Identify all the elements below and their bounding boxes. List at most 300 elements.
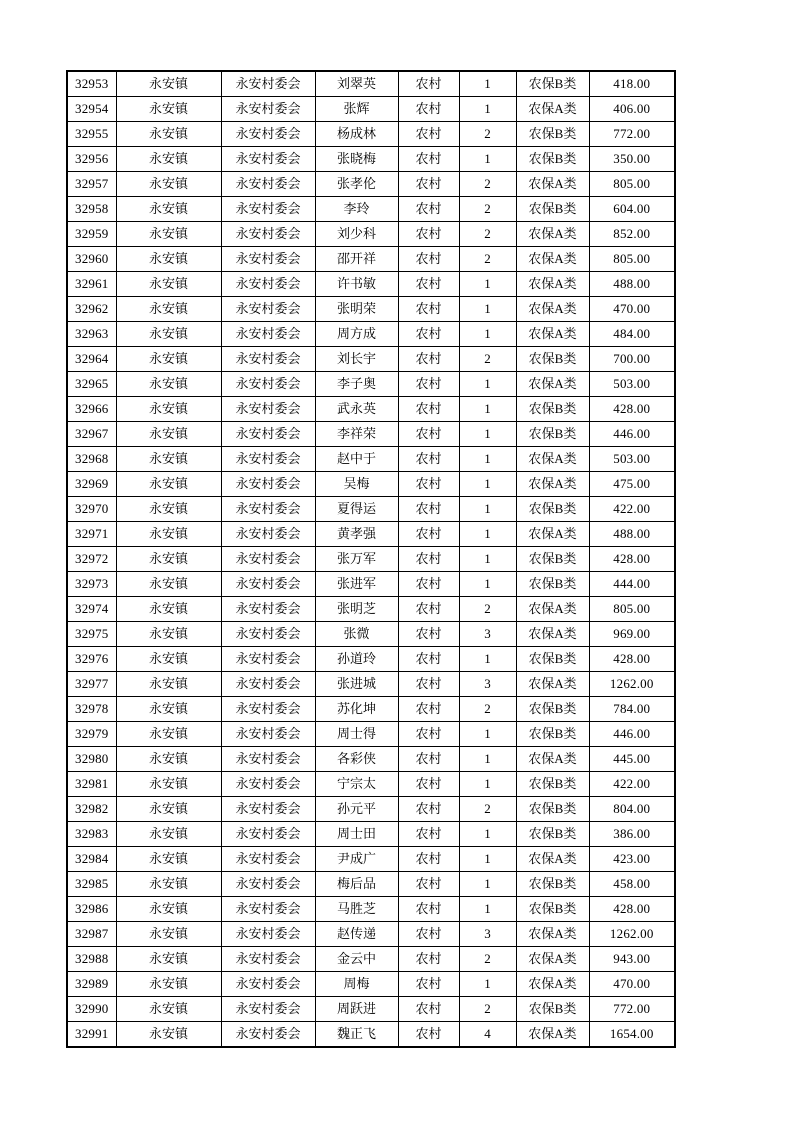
cell-village_committee: 永安村委会 bbox=[221, 97, 315, 122]
cell-village_committee: 永安村委会 bbox=[221, 372, 315, 397]
cell-record_id: 32985 bbox=[67, 872, 116, 897]
cell-residence_type: 农村 bbox=[398, 997, 459, 1022]
cell-record_id: 32975 bbox=[67, 622, 116, 647]
cell-village_committee: 永安村委会 bbox=[221, 297, 315, 322]
table-row bbox=[67, 922, 675, 947]
cell-record_id: 32987 bbox=[67, 922, 116, 947]
cell-person_count: 1 bbox=[459, 422, 516, 447]
cell-amount: 422.00 bbox=[589, 497, 675, 522]
cell-town: 永安镇 bbox=[116, 122, 221, 147]
cell-town: 永安镇 bbox=[116, 172, 221, 197]
cell-town: 永安镇 bbox=[116, 322, 221, 347]
cell-person_count: 2 bbox=[459, 697, 516, 722]
cell-village_committee: 永安村委会 bbox=[221, 897, 315, 922]
cell-amount: 446.00 bbox=[589, 422, 675, 447]
table-row bbox=[67, 847, 675, 872]
cell-residence_type: 农村 bbox=[398, 897, 459, 922]
cell-insurance_category: 农保A类 bbox=[516, 322, 589, 347]
cell-person_name: 周士得 bbox=[315, 722, 398, 747]
cell-person_name: 张微 bbox=[315, 622, 398, 647]
cell-person_count: 4 bbox=[459, 1022, 516, 1048]
cell-record_id: 32967 bbox=[67, 422, 116, 447]
cell-insurance_category: 农保A类 bbox=[516, 747, 589, 772]
cell-amount: 470.00 bbox=[589, 297, 675, 322]
cell-town: 永安镇 bbox=[116, 622, 221, 647]
cell-person_name: 张晓梅 bbox=[315, 147, 398, 172]
cell-person_name: 赵传递 bbox=[315, 922, 398, 947]
cell-residence_type: 农村 bbox=[398, 872, 459, 897]
cell-amount: 969.00 bbox=[589, 622, 675, 647]
cell-amount: 700.00 bbox=[589, 347, 675, 372]
table-row bbox=[67, 722, 675, 747]
table-row bbox=[67, 1022, 675, 1048]
cell-record_id: 32966 bbox=[67, 397, 116, 422]
cell-amount: 503.00 bbox=[589, 372, 675, 397]
cell-insurance_category: 农保A类 bbox=[516, 97, 589, 122]
cell-residence_type: 农村 bbox=[398, 147, 459, 172]
cell-person_name: 李玲 bbox=[315, 197, 398, 222]
table-row bbox=[67, 622, 675, 647]
cell-town: 永安镇 bbox=[116, 872, 221, 897]
cell-insurance_category: 农保B类 bbox=[516, 572, 589, 597]
cell-village_committee: 永安村委会 bbox=[221, 747, 315, 772]
cell-person_name: 黄孝强 bbox=[315, 522, 398, 547]
cell-residence_type: 农村 bbox=[398, 747, 459, 772]
cell-amount: 772.00 bbox=[589, 122, 675, 147]
cell-residence_type: 农村 bbox=[398, 71, 459, 97]
cell-record_id: 32991 bbox=[67, 1022, 116, 1048]
cell-town: 永安镇 bbox=[116, 697, 221, 722]
cell-village_committee: 永安村委会 bbox=[221, 797, 315, 822]
cell-person_name: 尹成广 bbox=[315, 847, 398, 872]
table-row bbox=[67, 222, 675, 247]
table-row bbox=[67, 172, 675, 197]
cell-record_id: 32971 bbox=[67, 522, 116, 547]
cell-village_committee: 永安村委会 bbox=[221, 772, 315, 797]
cell-person_count: 1 bbox=[459, 822, 516, 847]
cell-town: 永安镇 bbox=[116, 272, 221, 297]
cell-residence_type: 农村 bbox=[398, 522, 459, 547]
cell-record_id: 32979 bbox=[67, 722, 116, 747]
cell-record_id: 32953 bbox=[67, 71, 116, 97]
cell-village_committee: 永安村委会 bbox=[221, 647, 315, 672]
cell-insurance_category: 农保A类 bbox=[516, 372, 589, 397]
cell-insurance_category: 农保A类 bbox=[516, 522, 589, 547]
cell-person_count: 2 bbox=[459, 222, 516, 247]
table-row bbox=[67, 572, 675, 597]
cell-person_count: 3 bbox=[459, 672, 516, 697]
table-row bbox=[67, 747, 675, 772]
cell-record_id: 32955 bbox=[67, 122, 116, 147]
cell-record_id: 32968 bbox=[67, 447, 116, 472]
cell-person_name: 周士田 bbox=[315, 822, 398, 847]
cell-record_id: 32958 bbox=[67, 197, 116, 222]
cell-village_committee: 永安村委会 bbox=[221, 422, 315, 447]
cell-residence_type: 农村 bbox=[398, 697, 459, 722]
cell-amount: 445.00 bbox=[589, 747, 675, 772]
cell-person_count: 2 bbox=[459, 122, 516, 147]
cell-village_committee: 永安村委会 bbox=[221, 472, 315, 497]
cell-residence_type: 农村 bbox=[398, 847, 459, 872]
table-row bbox=[67, 972, 675, 997]
cell-residence_type: 农村 bbox=[398, 822, 459, 847]
cell-record_id: 32982 bbox=[67, 797, 116, 822]
cell-village_committee: 永安村委会 bbox=[221, 197, 315, 222]
cell-residence_type: 农村 bbox=[398, 722, 459, 747]
cell-residence_type: 农村 bbox=[398, 572, 459, 597]
cell-person_name: 孙道玲 bbox=[315, 647, 398, 672]
cell-insurance_category: 农保B类 bbox=[516, 822, 589, 847]
cell-village_committee: 永安村委会 bbox=[221, 997, 315, 1022]
cell-person_count: 3 bbox=[459, 622, 516, 647]
cell-insurance_category: 农保A类 bbox=[516, 472, 589, 497]
cell-record_id: 32973 bbox=[67, 572, 116, 597]
cell-town: 永安镇 bbox=[116, 747, 221, 772]
cell-person_name: 张明荣 bbox=[315, 297, 398, 322]
cell-insurance_category: 农保B类 bbox=[516, 197, 589, 222]
cell-insurance_category: 农保B类 bbox=[516, 772, 589, 797]
cell-village_committee: 永安村委会 bbox=[221, 722, 315, 747]
cell-person_count: 1 bbox=[459, 772, 516, 797]
table-row bbox=[67, 372, 675, 397]
cell-amount: 804.00 bbox=[589, 797, 675, 822]
cell-village_committee: 永安村委会 bbox=[221, 822, 315, 847]
cell-person_count: 1 bbox=[459, 372, 516, 397]
cell-person_name: 李子奥 bbox=[315, 372, 398, 397]
cell-person_name: 张进城 bbox=[315, 672, 398, 697]
table-row bbox=[67, 772, 675, 797]
cell-insurance_category: 农保B类 bbox=[516, 897, 589, 922]
cell-amount: 852.00 bbox=[589, 222, 675, 247]
cell-record_id: 32984 bbox=[67, 847, 116, 872]
cell-person_count: 2 bbox=[459, 797, 516, 822]
cell-town: 永安镇 bbox=[116, 97, 221, 122]
cell-amount: 458.00 bbox=[589, 872, 675, 897]
cell-record_id: 32957 bbox=[67, 172, 116, 197]
table-row bbox=[67, 547, 675, 572]
cell-person_count: 1 bbox=[459, 147, 516, 172]
cell-town: 永安镇 bbox=[116, 197, 221, 222]
cell-person_name: 吴梅 bbox=[315, 472, 398, 497]
table-row bbox=[67, 897, 675, 922]
cell-record_id: 32961 bbox=[67, 272, 116, 297]
cell-person_name: 梅后品 bbox=[315, 872, 398, 897]
cell-town: 永安镇 bbox=[116, 897, 221, 922]
cell-person_count: 1 bbox=[459, 322, 516, 347]
cell-village_committee: 永安村委会 bbox=[221, 71, 315, 97]
cell-town: 永安镇 bbox=[116, 472, 221, 497]
cell-town: 永安镇 bbox=[116, 547, 221, 572]
cell-insurance_category: 农保B类 bbox=[516, 997, 589, 1022]
cell-village_committee: 永安村委会 bbox=[221, 572, 315, 597]
cell-amount: 470.00 bbox=[589, 972, 675, 997]
cell-village_committee: 永安村委会 bbox=[221, 147, 315, 172]
cell-person_count: 2 bbox=[459, 347, 516, 372]
cell-amount: 805.00 bbox=[589, 597, 675, 622]
cell-residence_type: 农村 bbox=[398, 272, 459, 297]
table-row bbox=[67, 397, 675, 422]
cell-person_count: 1 bbox=[459, 572, 516, 597]
cell-amount: 428.00 bbox=[589, 647, 675, 672]
cell-town: 永安镇 bbox=[116, 722, 221, 747]
cell-insurance_category: 农保A类 bbox=[516, 947, 589, 972]
cell-person_name: 邵开祥 bbox=[315, 247, 398, 272]
cell-village_committee: 永安村委会 bbox=[221, 397, 315, 422]
cell-village_committee: 永安村委会 bbox=[221, 322, 315, 347]
cell-person_count: 2 bbox=[459, 947, 516, 972]
cell-record_id: 32976 bbox=[67, 647, 116, 672]
cell-village_committee: 永安村委会 bbox=[221, 972, 315, 997]
cell-village_committee: 永安村委会 bbox=[221, 922, 315, 947]
cell-person_name: 魏正飞 bbox=[315, 1022, 398, 1048]
cell-person_count: 2 bbox=[459, 247, 516, 272]
cell-residence_type: 农村 bbox=[398, 672, 459, 697]
table-row bbox=[67, 997, 675, 1022]
cell-record_id: 32980 bbox=[67, 747, 116, 772]
cell-person_name: 刘少科 bbox=[315, 222, 398, 247]
cell-residence_type: 农村 bbox=[398, 597, 459, 622]
cell-residence_type: 农村 bbox=[398, 222, 459, 247]
table-row bbox=[67, 97, 675, 122]
cell-person_count: 1 bbox=[459, 272, 516, 297]
cell-person_count: 1 bbox=[459, 847, 516, 872]
cell-person_name: 赵中于 bbox=[315, 447, 398, 472]
cell-person_count: 2 bbox=[459, 997, 516, 1022]
table-row bbox=[67, 697, 675, 722]
cell-amount: 772.00 bbox=[589, 997, 675, 1022]
cell-residence_type: 农村 bbox=[398, 472, 459, 497]
cell-amount: 406.00 bbox=[589, 97, 675, 122]
cell-town: 永安镇 bbox=[116, 397, 221, 422]
cell-town: 永安镇 bbox=[116, 497, 221, 522]
cell-amount: 805.00 bbox=[589, 172, 675, 197]
table-row bbox=[67, 347, 675, 372]
cell-residence_type: 农村 bbox=[398, 197, 459, 222]
cell-amount: 503.00 bbox=[589, 447, 675, 472]
cell-town: 永安镇 bbox=[116, 297, 221, 322]
cell-record_id: 32970 bbox=[67, 497, 116, 522]
cell-insurance_category: 农保B类 bbox=[516, 547, 589, 572]
cell-town: 永安镇 bbox=[116, 847, 221, 872]
cell-person_name: 各彩侠 bbox=[315, 747, 398, 772]
cell-town: 永安镇 bbox=[116, 247, 221, 272]
cell-town: 永安镇 bbox=[116, 447, 221, 472]
cell-residence_type: 农村 bbox=[398, 422, 459, 447]
cell-residence_type: 农村 bbox=[398, 547, 459, 572]
cell-town: 永安镇 bbox=[116, 772, 221, 797]
cell-record_id: 32972 bbox=[67, 547, 116, 572]
cell-insurance_category: 农保A类 bbox=[516, 597, 589, 622]
cell-record_id: 32989 bbox=[67, 972, 116, 997]
cell-person_count: 2 bbox=[459, 172, 516, 197]
cell-village_committee: 永安村委会 bbox=[221, 847, 315, 872]
payment-record-table bbox=[66, 70, 676, 1048]
cell-person_name: 李祥荣 bbox=[315, 422, 398, 447]
cell-person_name: 武永英 bbox=[315, 397, 398, 422]
table-row bbox=[67, 672, 675, 697]
cell-town: 永安镇 bbox=[116, 997, 221, 1022]
cell-town: 永安镇 bbox=[116, 372, 221, 397]
cell-residence_type: 农村 bbox=[398, 322, 459, 347]
cell-insurance_category: 农保B类 bbox=[516, 497, 589, 522]
cell-person_name: 孙元平 bbox=[315, 797, 398, 822]
table-row bbox=[67, 422, 675, 447]
cell-residence_type: 农村 bbox=[398, 247, 459, 272]
cell-person_name: 周方成 bbox=[315, 322, 398, 347]
cell-person_count: 3 bbox=[459, 922, 516, 947]
cell-amount: 475.00 bbox=[589, 472, 675, 497]
cell-amount: 428.00 bbox=[589, 897, 675, 922]
cell-town: 永安镇 bbox=[116, 647, 221, 672]
cell-town: 永安镇 bbox=[116, 922, 221, 947]
table-row bbox=[67, 472, 675, 497]
cell-person_name: 周跃进 bbox=[315, 997, 398, 1022]
cell-insurance_category: 农保B类 bbox=[516, 797, 589, 822]
cell-record_id: 32954 bbox=[67, 97, 116, 122]
cell-amount: 444.00 bbox=[589, 572, 675, 597]
cell-insurance_category: 农保B类 bbox=[516, 147, 589, 172]
table-row bbox=[67, 597, 675, 622]
cell-residence_type: 农村 bbox=[398, 397, 459, 422]
cell-person_name: 许书敏 bbox=[315, 272, 398, 297]
cell-insurance_category: 农保B类 bbox=[516, 397, 589, 422]
cell-person_name: 张进军 bbox=[315, 572, 398, 597]
cell-amount: 1654.00 bbox=[589, 1022, 675, 1048]
cell-record_id: 32960 bbox=[67, 247, 116, 272]
cell-person_name: 杨成林 bbox=[315, 122, 398, 147]
cell-amount: 386.00 bbox=[589, 822, 675, 847]
cell-insurance_category: 农保A类 bbox=[516, 972, 589, 997]
table-row bbox=[67, 872, 675, 897]
cell-insurance_category: 农保A类 bbox=[516, 172, 589, 197]
cell-residence_type: 农村 bbox=[398, 172, 459, 197]
cell-residence_type: 农村 bbox=[398, 647, 459, 672]
table-row bbox=[67, 647, 675, 672]
cell-person_count: 1 bbox=[459, 397, 516, 422]
cell-town: 永安镇 bbox=[116, 522, 221, 547]
cell-person_count: 1 bbox=[459, 747, 516, 772]
cell-insurance_category: 农保B类 bbox=[516, 647, 589, 672]
cell-record_id: 32963 bbox=[67, 322, 116, 347]
cell-person_count: 1 bbox=[459, 647, 516, 672]
cell-person_count: 1 bbox=[459, 472, 516, 497]
cell-insurance_category: 农保B类 bbox=[516, 872, 589, 897]
cell-person_name: 苏化坤 bbox=[315, 697, 398, 722]
cell-insurance_category: 农保A类 bbox=[516, 922, 589, 947]
cell-record_id: 32988 bbox=[67, 947, 116, 972]
cell-village_committee: 永安村委会 bbox=[221, 447, 315, 472]
cell-record_id: 32981 bbox=[67, 772, 116, 797]
cell-person_count: 1 bbox=[459, 547, 516, 572]
cell-insurance_category: 农保A类 bbox=[516, 447, 589, 472]
cell-amount: 428.00 bbox=[589, 547, 675, 572]
cell-residence_type: 农村 bbox=[398, 947, 459, 972]
table-row bbox=[67, 822, 675, 847]
cell-person_name: 金云中 bbox=[315, 947, 398, 972]
cell-residence_type: 农村 bbox=[398, 622, 459, 647]
cell-person_count: 1 bbox=[459, 447, 516, 472]
cell-record_id: 32962 bbox=[67, 297, 116, 322]
cell-amount: 943.00 bbox=[589, 947, 675, 972]
cell-amount: 805.00 bbox=[589, 247, 675, 272]
cell-village_committee: 永安村委会 bbox=[221, 122, 315, 147]
cell-village_committee: 永安村委会 bbox=[221, 522, 315, 547]
cell-residence_type: 农村 bbox=[398, 297, 459, 322]
cell-town: 永安镇 bbox=[116, 1022, 221, 1048]
cell-amount: 428.00 bbox=[589, 397, 675, 422]
cell-person_name: 刘长宇 bbox=[315, 347, 398, 372]
cell-town: 永安镇 bbox=[116, 797, 221, 822]
cell-amount: 1262.00 bbox=[589, 922, 675, 947]
cell-amount: 350.00 bbox=[589, 147, 675, 172]
cell-person_name: 张万军 bbox=[315, 547, 398, 572]
cell-insurance_category: 农保A类 bbox=[516, 297, 589, 322]
cell-person_count: 2 bbox=[459, 597, 516, 622]
cell-village_committee: 永安村委会 bbox=[221, 247, 315, 272]
cell-village_committee: 永安村委会 bbox=[221, 172, 315, 197]
cell-record_id: 32965 bbox=[67, 372, 116, 397]
cell-amount: 446.00 bbox=[589, 722, 675, 747]
cell-person_count: 1 bbox=[459, 522, 516, 547]
cell-record_id: 32986 bbox=[67, 897, 116, 922]
cell-insurance_category: 农保B类 bbox=[516, 71, 589, 97]
cell-village_committee: 永安村委会 bbox=[221, 222, 315, 247]
cell-village_committee: 永安村委会 bbox=[221, 272, 315, 297]
cell-amount: 488.00 bbox=[589, 522, 675, 547]
cell-town: 永安镇 bbox=[116, 672, 221, 697]
table-row bbox=[67, 497, 675, 522]
cell-residence_type: 农村 bbox=[398, 922, 459, 947]
cell-insurance_category: 农保B类 bbox=[516, 347, 589, 372]
cell-village_committee: 永安村委会 bbox=[221, 597, 315, 622]
cell-amount: 1262.00 bbox=[589, 672, 675, 697]
cell-insurance_category: 农保B类 bbox=[516, 722, 589, 747]
table-row bbox=[67, 447, 675, 472]
cell-village_committee: 永安村委会 bbox=[221, 872, 315, 897]
cell-insurance_category: 农保A类 bbox=[516, 247, 589, 272]
table-row bbox=[67, 297, 675, 322]
cell-person_count: 1 bbox=[459, 897, 516, 922]
cell-record_id: 32978 bbox=[67, 697, 116, 722]
cell-person_count: 2 bbox=[459, 197, 516, 222]
table-row bbox=[67, 147, 675, 172]
cell-residence_type: 农村 bbox=[398, 347, 459, 372]
cell-town: 永安镇 bbox=[116, 822, 221, 847]
cell-person_count: 1 bbox=[459, 872, 516, 897]
cell-record_id: 32959 bbox=[67, 222, 116, 247]
cell-residence_type: 农村 bbox=[398, 1022, 459, 1048]
cell-amount: 784.00 bbox=[589, 697, 675, 722]
cell-person_count: 1 bbox=[459, 71, 516, 97]
cell-town: 永安镇 bbox=[116, 71, 221, 97]
cell-town: 永安镇 bbox=[116, 147, 221, 172]
cell-village_committee: 永安村委会 bbox=[221, 497, 315, 522]
cell-insurance_category: 农保A类 bbox=[516, 622, 589, 647]
cell-person_name: 宁宗太 bbox=[315, 772, 398, 797]
cell-amount: 423.00 bbox=[589, 847, 675, 872]
cell-residence_type: 农村 bbox=[398, 972, 459, 997]
cell-town: 永安镇 bbox=[116, 572, 221, 597]
cell-insurance_category: 农保A类 bbox=[516, 1022, 589, 1048]
cell-village_committee: 永安村委会 bbox=[221, 347, 315, 372]
table-row bbox=[67, 71, 675, 97]
table-row bbox=[67, 797, 675, 822]
cell-insurance_category: 农保B类 bbox=[516, 697, 589, 722]
cell-person_name: 张孝伦 bbox=[315, 172, 398, 197]
cell-person_name: 张辉 bbox=[315, 97, 398, 122]
cell-residence_type: 农村 bbox=[398, 497, 459, 522]
cell-record_id: 32974 bbox=[67, 597, 116, 622]
